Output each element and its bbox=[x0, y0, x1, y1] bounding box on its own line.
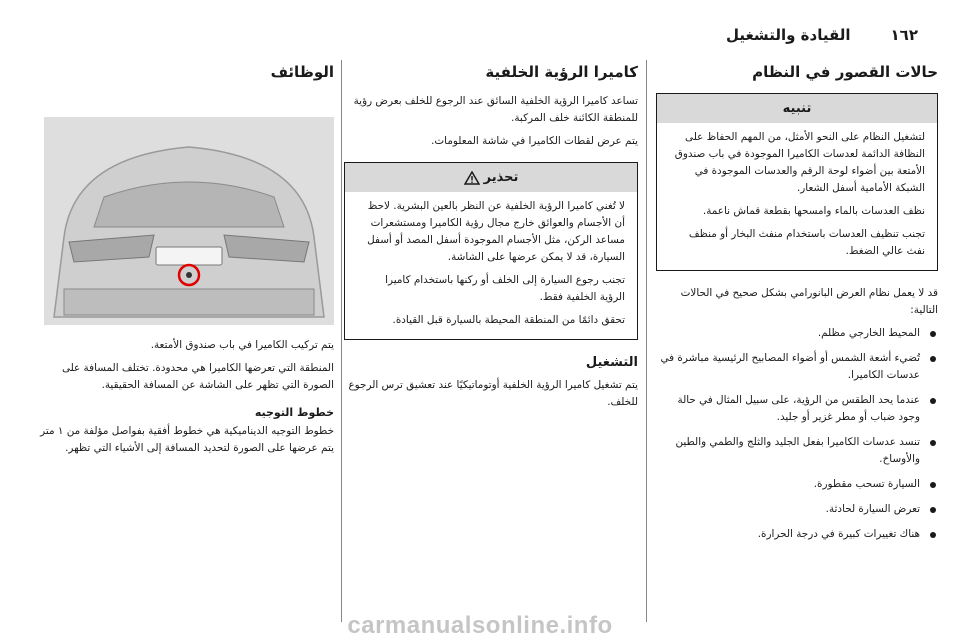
warning-paragraph: لا تُغني كاميرا الرؤية الخلفية عن النظر بالعين البشرية. لاحظ أن الأجسام والعوائق خارج مجال رؤية الكاميرا ومستشعرات مساعد الركن، مثل الأجسام الموجودة أسفل المصد أو أسفل السيارة، قد لا يمكن عرضها على الشاشة. bbox=[367, 200, 625, 263]
list-item: السيارة تسحب مقطورة. bbox=[656, 476, 938, 493]
paragraph: يتم عرض لقطات الكاميرا في شاشة المعلومات. bbox=[431, 135, 638, 147]
column-functions bbox=[34, 60, 334, 622]
section-title: حالات القصور في النظام bbox=[752, 63, 938, 81]
paragraph: تساعد كاميرا الرؤية الخلفية السائق عند الرجوع للخلف بعرض رؤية للمنطقة الكائنة خلف المركبة. bbox=[353, 95, 638, 124]
note-paragraph: لتشغيل النظام على النحو الأمثل، من المهم الحفاظ على النظافة الدائمة لعدسات الكاميرا الموجودة في باب صندوق الأمتعة بين أضواء لوحة الرقم والعدسات الموجودة في الشبكة الأمامية أسفل الشعار. bbox=[674, 131, 925, 194]
rear-camera-photo bbox=[44, 117, 334, 325]
warning-header bbox=[345, 163, 637, 192]
list-item: تعرض السيارة لحادثة. bbox=[656, 501, 938, 518]
page-number: ١٦٢ bbox=[890, 26, 918, 44]
limitations-list bbox=[656, 325, 938, 543]
column-divider bbox=[341, 60, 342, 622]
section-title: كاميرا الرؤية الخلفية bbox=[485, 63, 638, 81]
note-paragraph: تجنب تنظيف العدسات باستخدام منفث البخار أو منظف نفث عالي الضغط. bbox=[688, 228, 925, 257]
car-rear-illustration bbox=[44, 117, 334, 325]
note-title: تنبيه bbox=[657, 94, 937, 123]
warning-box bbox=[344, 162, 638, 340]
chapter-title: القيادة والتشغيل bbox=[725, 26, 851, 44]
operation-title: التشغيل bbox=[585, 355, 638, 370]
warning-triangle-icon bbox=[464, 171, 480, 185]
list-item: تنسد عدسات الكاميرا بفعل الجليد والثلج والطمي والطين والأوساخ. bbox=[656, 434, 938, 468]
note-box bbox=[656, 93, 938, 271]
list-item: المحيط الخارجي مظلم. bbox=[656, 325, 938, 342]
list-item: هناك تغييرات كبيرة في درجة الحرارة. bbox=[656, 526, 938, 543]
area-text: المنطقة التي تعرضها الكاميرا هي محدودة. تختلف المسافة على الصورة التي تظهر على الشاشة عن المسافة الحقيقية. bbox=[61, 362, 334, 391]
list-item: تُضيء أشعة الشمس أو أضواء المصابيح الرئيسية مباشرة في عدسات الكاميرا. bbox=[656, 350, 938, 384]
limitations-intro: قد لا يعمل نظام العرض البانورامي بشكل صحيح في الحالات التالية: bbox=[680, 287, 938, 316]
column-system-limitations bbox=[656, 60, 938, 622]
warning-paragraph: تحقق دائمًا من المنطقة المحيطة بالسيارة قبل القيادة. bbox=[392, 314, 625, 326]
photo-caption: يتم تركيب الكاميرا في باب صندوق الأمتعة. bbox=[150, 339, 334, 351]
note-paragraph: نظف العدسات بالماء وامسحها بقطعة قماش ناعمة. bbox=[702, 205, 925, 217]
watermark: carmanualsonline.info bbox=[347, 612, 613, 639]
guidelines-text: خطوط التوجيه الديناميكية هي خطوط أفقية بفواصل مؤلفة من ١ متر يتم عرضها على الصورة لتحديد المسافة إلى الأشياء التي تظهر. bbox=[40, 425, 334, 454]
column-rear-camera bbox=[344, 60, 638, 622]
column-divider bbox=[646, 60, 647, 622]
section-title: الوظائف bbox=[270, 63, 334, 81]
warning-title: تحذير bbox=[483, 170, 519, 185]
operation-text: يتم تشغيل كاميرا الرؤية الخلفية أوتوماتيكيًا عند تعشيق ترس الرجوع للخلف. bbox=[348, 379, 638, 408]
warning-paragraph: تجنب رجوع السيارة إلى الخلف أو ركنها باستخدام كاميرا الرؤية الخلفية فقط. bbox=[385, 274, 625, 303]
list-item: عندما يحد الطقس من الرؤية، على سبيل المثال في حالة وجود ضباب أو مطر غزير أو جليد. bbox=[656, 392, 938, 426]
guidelines-title: خطوط التوجيه bbox=[254, 406, 334, 419]
page-header bbox=[42, 22, 918, 48]
